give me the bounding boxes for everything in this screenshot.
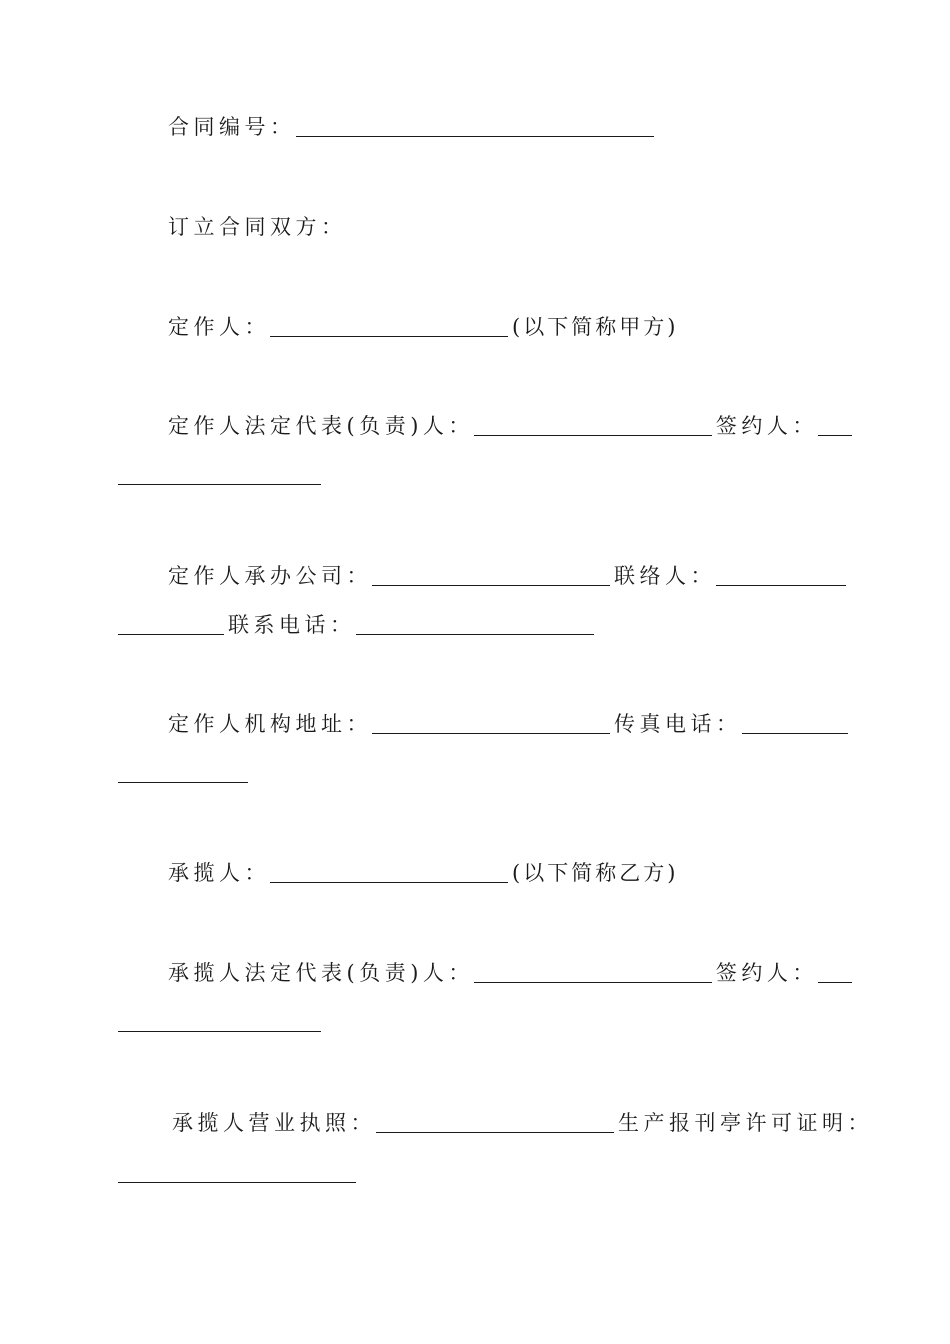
party-a-legal-rep-label: 定作人法定代表(负责)人： (168, 414, 474, 438)
party-b-name-blank[interactable] (270, 882, 508, 883)
party-b-legal-rep-label: 承揽人法定代表(负责)人： (168, 961, 474, 985)
party-a-signatory-continue-row (118, 460, 325, 490)
party-b-name-row (168, 858, 678, 888)
party-a-phone-blank[interactable] (356, 634, 594, 635)
party-b-name-label: 承揽人： (168, 861, 270, 885)
party-a-legal-rep-row (168, 411, 856, 441)
party-a-name-blank[interactable] (270, 336, 508, 337)
party-b-legal-rep-blank[interactable] (474, 982, 712, 983)
contract-number-label: 合同编号： (168, 115, 296, 139)
party-a-address-label: 定作人机构地址： (168, 712, 372, 736)
party-b-license-blank[interactable] (376, 1132, 614, 1133)
party-a-address-blank[interactable] (372, 733, 610, 734)
party-a-name-row (168, 312, 678, 342)
party-a-contact-blank-start[interactable] (716, 585, 846, 586)
party-b-permit-label: 生产报刊亭许可证明： (618, 1111, 873, 1135)
party-b-signatory-label: 签约人： (715, 961, 818, 985)
party-a-contact-blank-end[interactable] (118, 634, 224, 635)
party-a-legal-rep-blank[interactable] (474, 435, 712, 436)
party-b-signatory-blank-start[interactable] (818, 982, 852, 983)
party-a-signatory-blank-start[interactable] (818, 435, 852, 436)
party-a-phone-label: 联系电话： (228, 613, 356, 637)
party-a-address-row (168, 709, 852, 739)
party-a-fax-blank-end[interactable] (118, 782, 248, 783)
party-a-office-label: 定作人承办公司： (168, 564, 372, 588)
party-b-signatory-continue-row (118, 1007, 325, 1037)
party-b-alias: (以下简称乙方) (512, 861, 679, 885)
party-a-office-row (168, 561, 850, 591)
party-a-signatory-label: 签约人： (715, 414, 818, 438)
party-a-fax-continue-row (118, 758, 252, 788)
party-b-permit-continue-row (118, 1158, 360, 1188)
party-a-fax-blank-start[interactable] (742, 733, 848, 734)
party-a-alias: (以下简称甲方) (512, 315, 679, 339)
party-a-name-label: 定作人： (168, 315, 270, 339)
party-a-fax-label: 传真电话： (614, 712, 742, 736)
party-a-office-blank[interactable] (372, 585, 610, 586)
parties-heading-label: 订立合同双方： (168, 215, 347, 239)
party-b-signatory-blank-end[interactable] (118, 1031, 321, 1032)
contract-number-blank[interactable] (296, 136, 654, 137)
party-a-signatory-blank-end[interactable] (118, 484, 321, 485)
party-b-license-row (172, 1108, 873, 1138)
party-b-license-label: 承揽人营业执照： (172, 1111, 376, 1135)
party-a-contact-label: 联络人： (614, 564, 716, 588)
parties-heading (168, 212, 347, 242)
party-a-phone-row (118, 610, 598, 640)
party-b-permit-blank[interactable] (118, 1182, 356, 1183)
party-b-legal-rep-row (168, 958, 856, 988)
contract-number-row (168, 112, 658, 142)
